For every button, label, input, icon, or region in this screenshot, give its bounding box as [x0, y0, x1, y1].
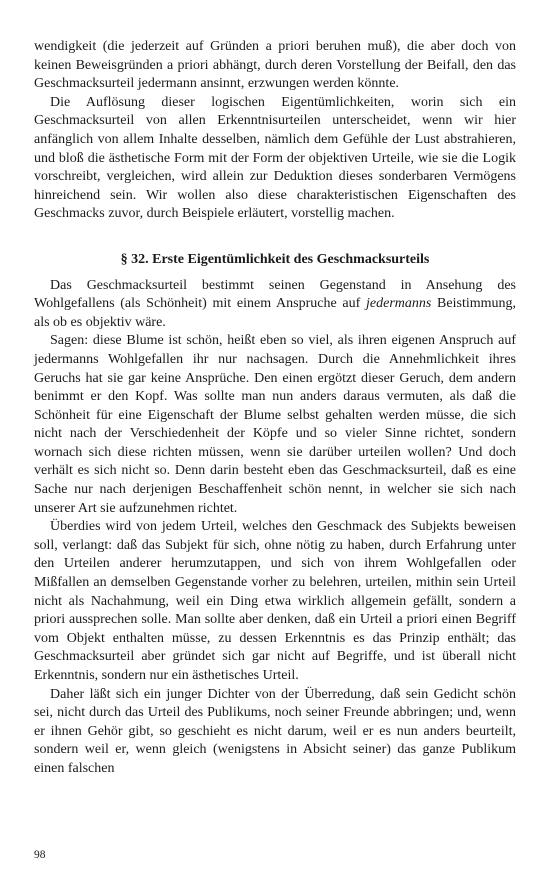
paragraph [34, 277, 516, 333]
emphasized-text: jedermanns [366, 296, 432, 312]
book-page [34, 38, 516, 779]
section-heading: § 32. Erste Eigentümlichkeit des Geschmacksurteils [120, 251, 430, 267]
paragraph: Die Auflösung dieser logischen Eigentümlichkeiten, worin sich ein Geschmacksurteil von allen Erkenntnisurteilen unterscheidet, wenn wir hier anfänglich von allem Inhalte desselben, nämlich dem Gefühle der Lust abstrahieren, und bloß die ästhetische Form mit der Form der objektiven Urteile, wie sie die Logik vorschreibt, vergleichen, wird allein zur Deduktion dieses sonderbaren Vermögens hinreichend sein. Wir wollen also diese charakteristischen Eigenschaften des Geschmacks zuvor, durch Beispiele erläutert, vorstellig machen. [34, 94, 516, 222]
paragraph: Überdies wird von jedem Urteil, welches den Geschmack des Subjekts beweisen soll, verlangt: daß das Subjekt für sich, ohne nötig zu haben, durch Erfahrung unter den Urteilen anderer herumzutappen, und sich von ihrem Wohlgefallen oder Mißfallen an demselben Gegenstande vorher zu belehren, urteilen, mithin sein Urteil nicht als Nachahmung, weil ein Ding etwa wirklich allgemein gefällt, sondern a priori aussprechen solle. Man sollte aber denken, daß ein Urteil a priori einen Begriff vom Objekt enthalten müsse, zu dessen Erkenntnis es das Prinzip enthält; das Geschmacksurteil aber gründet sich gar nicht auf Begriffe, und ist überall nicht Erkenntnis, sondern nur ein ästhetisches Urteil. [34, 519, 516, 683]
paragraph-text: Das Geschmacksurteil bestimmt seinen Gegenstand in Ansehung des Wohlgefallens (als Schönheit) mit einem Anspruche auf [34, 277, 516, 312]
paragraph: Sagen: diese Blume ist schön, heißt eben so viel, als ihren eigenen Anspruch auf jedermanns Wohlgefallen ihr nur nachsagen. Durch die Annehmlichkeit ihres Geruchs hat sie gar keine Ansprüche. Den einen ergötzt dieser Geruch, dem andern benimmt er den Kopf. Was sollte man nun anders daraus vermuten, als daß die Schönheit für eine Eigenschaft der Blume selbst gehalten werden müsse, die sich nicht nach der Verschiedenheit der Köpfe und so vieler Sinne richtet, sondern wornach sich diese richten müssen, wenn sie darüber urteilen wollen? Und doch verhält es sich nicht so. Denn darin besteht eben das Geschmacksurteil, daß es eine Sache nur nach derjenigen Beschaffenheit schön nennt, in welcher sie sich nach unserer Art sie aufzunehmen richtet. [34, 333, 516, 516]
paragraph-text: Beistimmung, als ob es objektiv wäre. [34, 296, 517, 330]
page-number: 98 [34, 849, 46, 861]
paragraph-continuation: wendigkeit (die jederzeit auf Gründen a priori beruhen muß), die aber doch von keinen Beweisgründen a priori abhängt, durch deren Vorstellung der Beifall, den das Geschmacksurteil jedermann ansinnt, erzwungen werden könnte. [34, 39, 516, 92]
paragraph: Daher läßt sich ein junger Dichter von der Überredung, daß sein Gedicht schön sei, nicht durch das Urteil des Publikums, noch seiner Freunde abbringen; und, wenn er ihnen Gehör gibt, so geschieht es nicht darum, weil er es nun anders beurteilt, sondern weil er, wenn gleich (wenigstens in Absicht seiner) das ganze Publikum einen falschen [34, 686, 516, 776]
